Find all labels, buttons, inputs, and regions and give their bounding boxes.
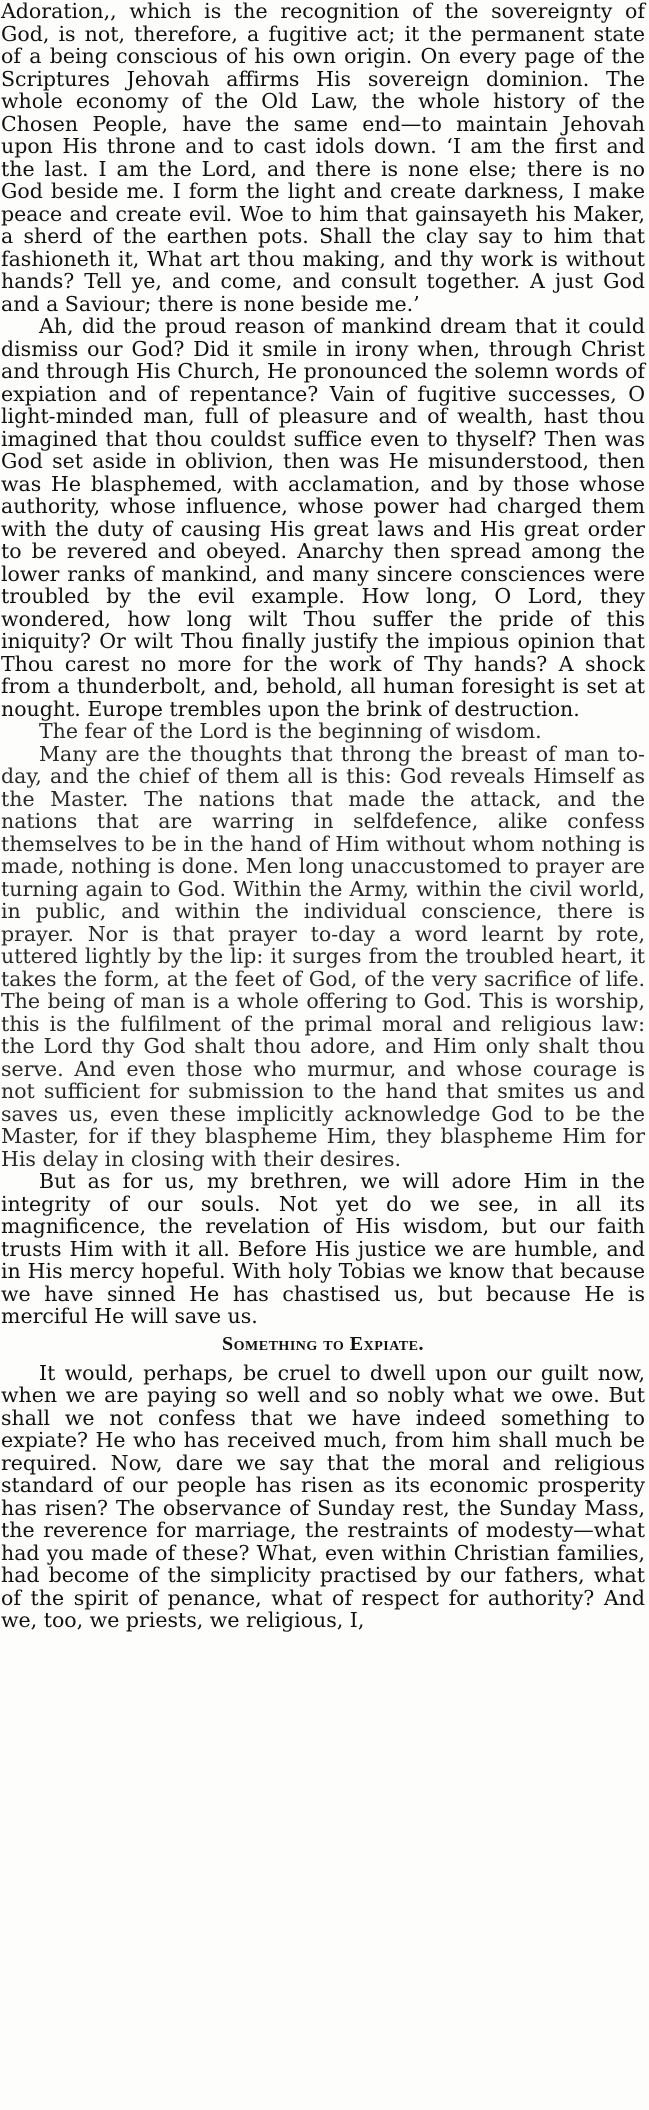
article-paragraph-fear-of-lord: The fear of the Lord is the beginning of wisdom. <box>39 719 542 743</box>
article-paragraph-adoration: Adoration,, which is the recognition of the sovereignty of God, is not, therefore, a fugitive act; it the permanent state of a being conscious of his own origin. On every page of the Scriptures Jehovah affirms His sovereign dominion. The whole economy of the Old Law, the whole history of the Chosen People, have the same end—to maintain Jehovah upon His throne and to cast idols down. ‘I am the first and the last. I am the Lord, and there is none else; there is no God beside me. I form the light and create darkness, I make peace and create evil. Woe to him that gainsayeth his Maker, a sherd of the earthen pots. Shall the clay say to him that fashioneth it, What art thou making, and thy work is without hands? Tell ye, and come, and consult together. A just God and a Saviour; there is none beside me.’ <box>1 0 645 316</box>
article-paragraph-many-thoughts: Many are the thoughts that throng the breast of man to-day, and the chief of them all is this: God reveals Himself as the Master. The nations that made the attack, and the nations that are warring in selfdefence, alike confess themselves to be in the hand of Him without whom nothing is made, nothing is done. Men long unaccustomed to prayer are turning again to God. Within the Army, within the civil world, in public, and within the individual conscience, there is prayer. Nor is that prayer to-day a word learnt by rote, uttered lightly by the lip: it surges from the troubled heart, it takes the form, at the feet of God, of the very sacrifice of life. The being of man is a whole offering to God. This is worship, this is the fulfilment of the primal moral and religious law: the Lord thy God shalt thou adore, and Him only shalt thou serve. And even those who murmur, and whose courage is not sufficient for submission to the hand that smites us and saves us, even these implicitly acknowledge God to be the Master, for if they blaspheme Him, they blaspheme Him for His delay in closing with their desires. <box>1 741 645 1171</box>
article-paragraph-as-for-us: But as for us, my brethren, we will adore Him in the integrity of our souls. Not yet do we see, in all its magnificence, the revelation of His wisdom, but our faith trusts Him with it all. Before His justice we are humble, and in His mercy hopeful. With holy Tobias we know that because we have sinned He has chastised us, but because He is merciful He will save us. <box>1 1169 645 1328</box>
article-paragraph-expiate: It would, perhaps, be cruel to dwell upon our guilt now, when we are paying so well and so nobly what we owe. But shall we not confess that we have indeed something to expiate? He who has received much, from him shall much be required. Now, dare we say that the moral and religious standard of our people has risen as its economic prosperity has risen? The observance of Sunday rest, the Sunday Mass, the reverence for marriage, the restraints of modesty—what had you made of these? What, even within Christian families, had become of the simplicity practised by our fathers, what of the spirit of penance, what of respect for authority? And we, too, we priests, we religious, I, <box>1 1360 645 1632</box>
article-column <box>1 0 645 1632</box>
section-heading: Something to Expiate. <box>222 1332 424 1355</box>
article-paragraph-proud-reason: Ah, did the proud reason of mankind dream that it could dismiss our God? Did it smile in irony when, through Christ and through His Church, He pronounced the solemn words of expiation and of repentance? Vain of fugitive successes, O light-minded man, full of pleasure and of wealth, hast thou imagined that thou couldst suffice even to thyself? Then was God set aside in oblivion, then was He misunderstood, then was He blasphemed, with acclamation, and by those whose authority, whose influence, whose power had charged them with the duty of causing His great laws and His great order to be revered and obeyed. Anarchy then spread among the lower ranks of mankind, and many sincere consciences were troubled by the evil example. How long, O Lord, they wondered, how long wilt Thou suffer the pride of this iniquity? Or wilt Thou finally justify the impious opinion that Thou carest no more for the work of Thy hands? A shock from a thunderbolt, and, behold, all human foresight is set at nought. Europe trembles upon the brink of destruction. <box>1 314 645 721</box>
